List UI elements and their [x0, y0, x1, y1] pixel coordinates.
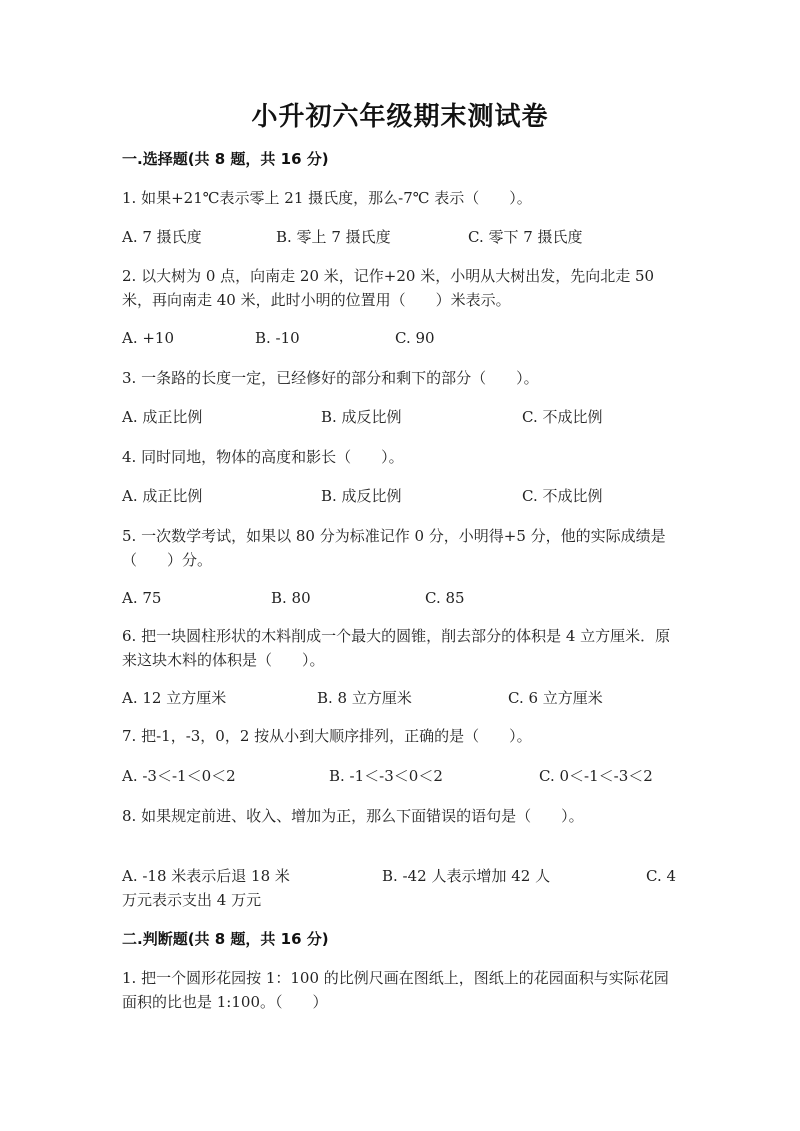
option-a: A. 7 摄氏度 — [122, 228, 202, 246]
section-heading-judgement: 二.判断题(共 8 题，共 16 分) — [122, 930, 329, 948]
option-c: C. 85 — [425, 589, 465, 607]
option-b: B. 80 — [271, 589, 311, 607]
question-text: 4. 同时同地，物体的高度和影长（ ）。 — [122, 448, 404, 466]
option-c: C. 6 立方厘米 — [508, 689, 603, 707]
option-a: A. 成正比例 — [122, 408, 203, 426]
option-a: A. 成正比例 — [122, 487, 203, 505]
option-c: C. 不成比例 — [522, 408, 603, 426]
question-text: 6. 把一块圆柱形状的木料削成一个最大的圆锥，削去部分的体积是 4 立方厘米．原来这块木料的体积是（ ）。 — [122, 627, 671, 669]
question-text: 1. 把一个圆形花园按 1：100 的比例尺画在图纸上，图纸上的花园面积与实际花园面积的比也是 1:100。（ ） — [122, 969, 669, 1011]
option-a: A. 75 — [122, 589, 162, 607]
option-c: C. 不成比例 — [522, 487, 603, 505]
options-block — [122, 864, 682, 912]
option-b: B. 成反比例 — [321, 487, 402, 505]
question-text: 2. 以大树为 0 点，向南走 20 米，记作+20 米，小明从大树出发，先向北走 50 米，再向南走 40 米，此时小明的位置用（ ）米表示。 — [122, 267, 655, 309]
option-b: B. 零上 7 摄氏度 — [276, 228, 391, 246]
option-a: A. -3＜-1＜0＜2 — [122, 767, 236, 785]
option-b: B. 8 立方厘米 — [317, 689, 412, 707]
question-text: 8. 如果规定前进、收入、增加为正，那么下面错误的语句是（ ）。 — [122, 807, 584, 825]
option-c: C. 90 — [395, 329, 435, 347]
option-a: A. +10 — [122, 329, 175, 347]
option-c: C. 0＜-1＜-3＜2 — [539, 767, 653, 785]
option-a: A. -18 米表示后退 18 米 — [122, 867, 290, 885]
question-text: 3. 一条路的长度一定，已经修好的部分和剩下的部分（ ）。 — [122, 369, 539, 387]
option-c: C. 4 — [646, 867, 677, 885]
page-title: 小升初六年级期末测试卷 — [251, 102, 549, 132]
option-a: A. 12 立方厘米 — [122, 689, 227, 707]
option-c: C. 零下 7 摄氏度 — [468, 228, 583, 246]
option-b: B. -42 人表示增加 42 人 — [382, 867, 551, 885]
question-text: 1. 如果+21℃表示零上 21 摄氏度，那么-7℃ 表示（ ）。 — [122, 189, 532, 207]
option-b: B. -10 — [255, 329, 300, 347]
option-b: B. 成反比例 — [321, 408, 402, 426]
question-text: 7. 把-1，-3，0，2 按从小到大顺序排列，正确的是（ ）。 — [122, 727, 532, 745]
question-text: 5. 一次数学考试，如果以 80 分为标准记作 0 分，小明得+5 分，他的实际成绩是（ ）分。 — [122, 527, 666, 569]
option-b: B. -1＜-3＜0＜2 — [329, 767, 443, 785]
section-heading-choice: 一.选择题(共 8 题，共 16 分) — [122, 150, 329, 168]
option-c-continuation: 万元表示支出 4 万元 — [122, 891, 262, 909]
